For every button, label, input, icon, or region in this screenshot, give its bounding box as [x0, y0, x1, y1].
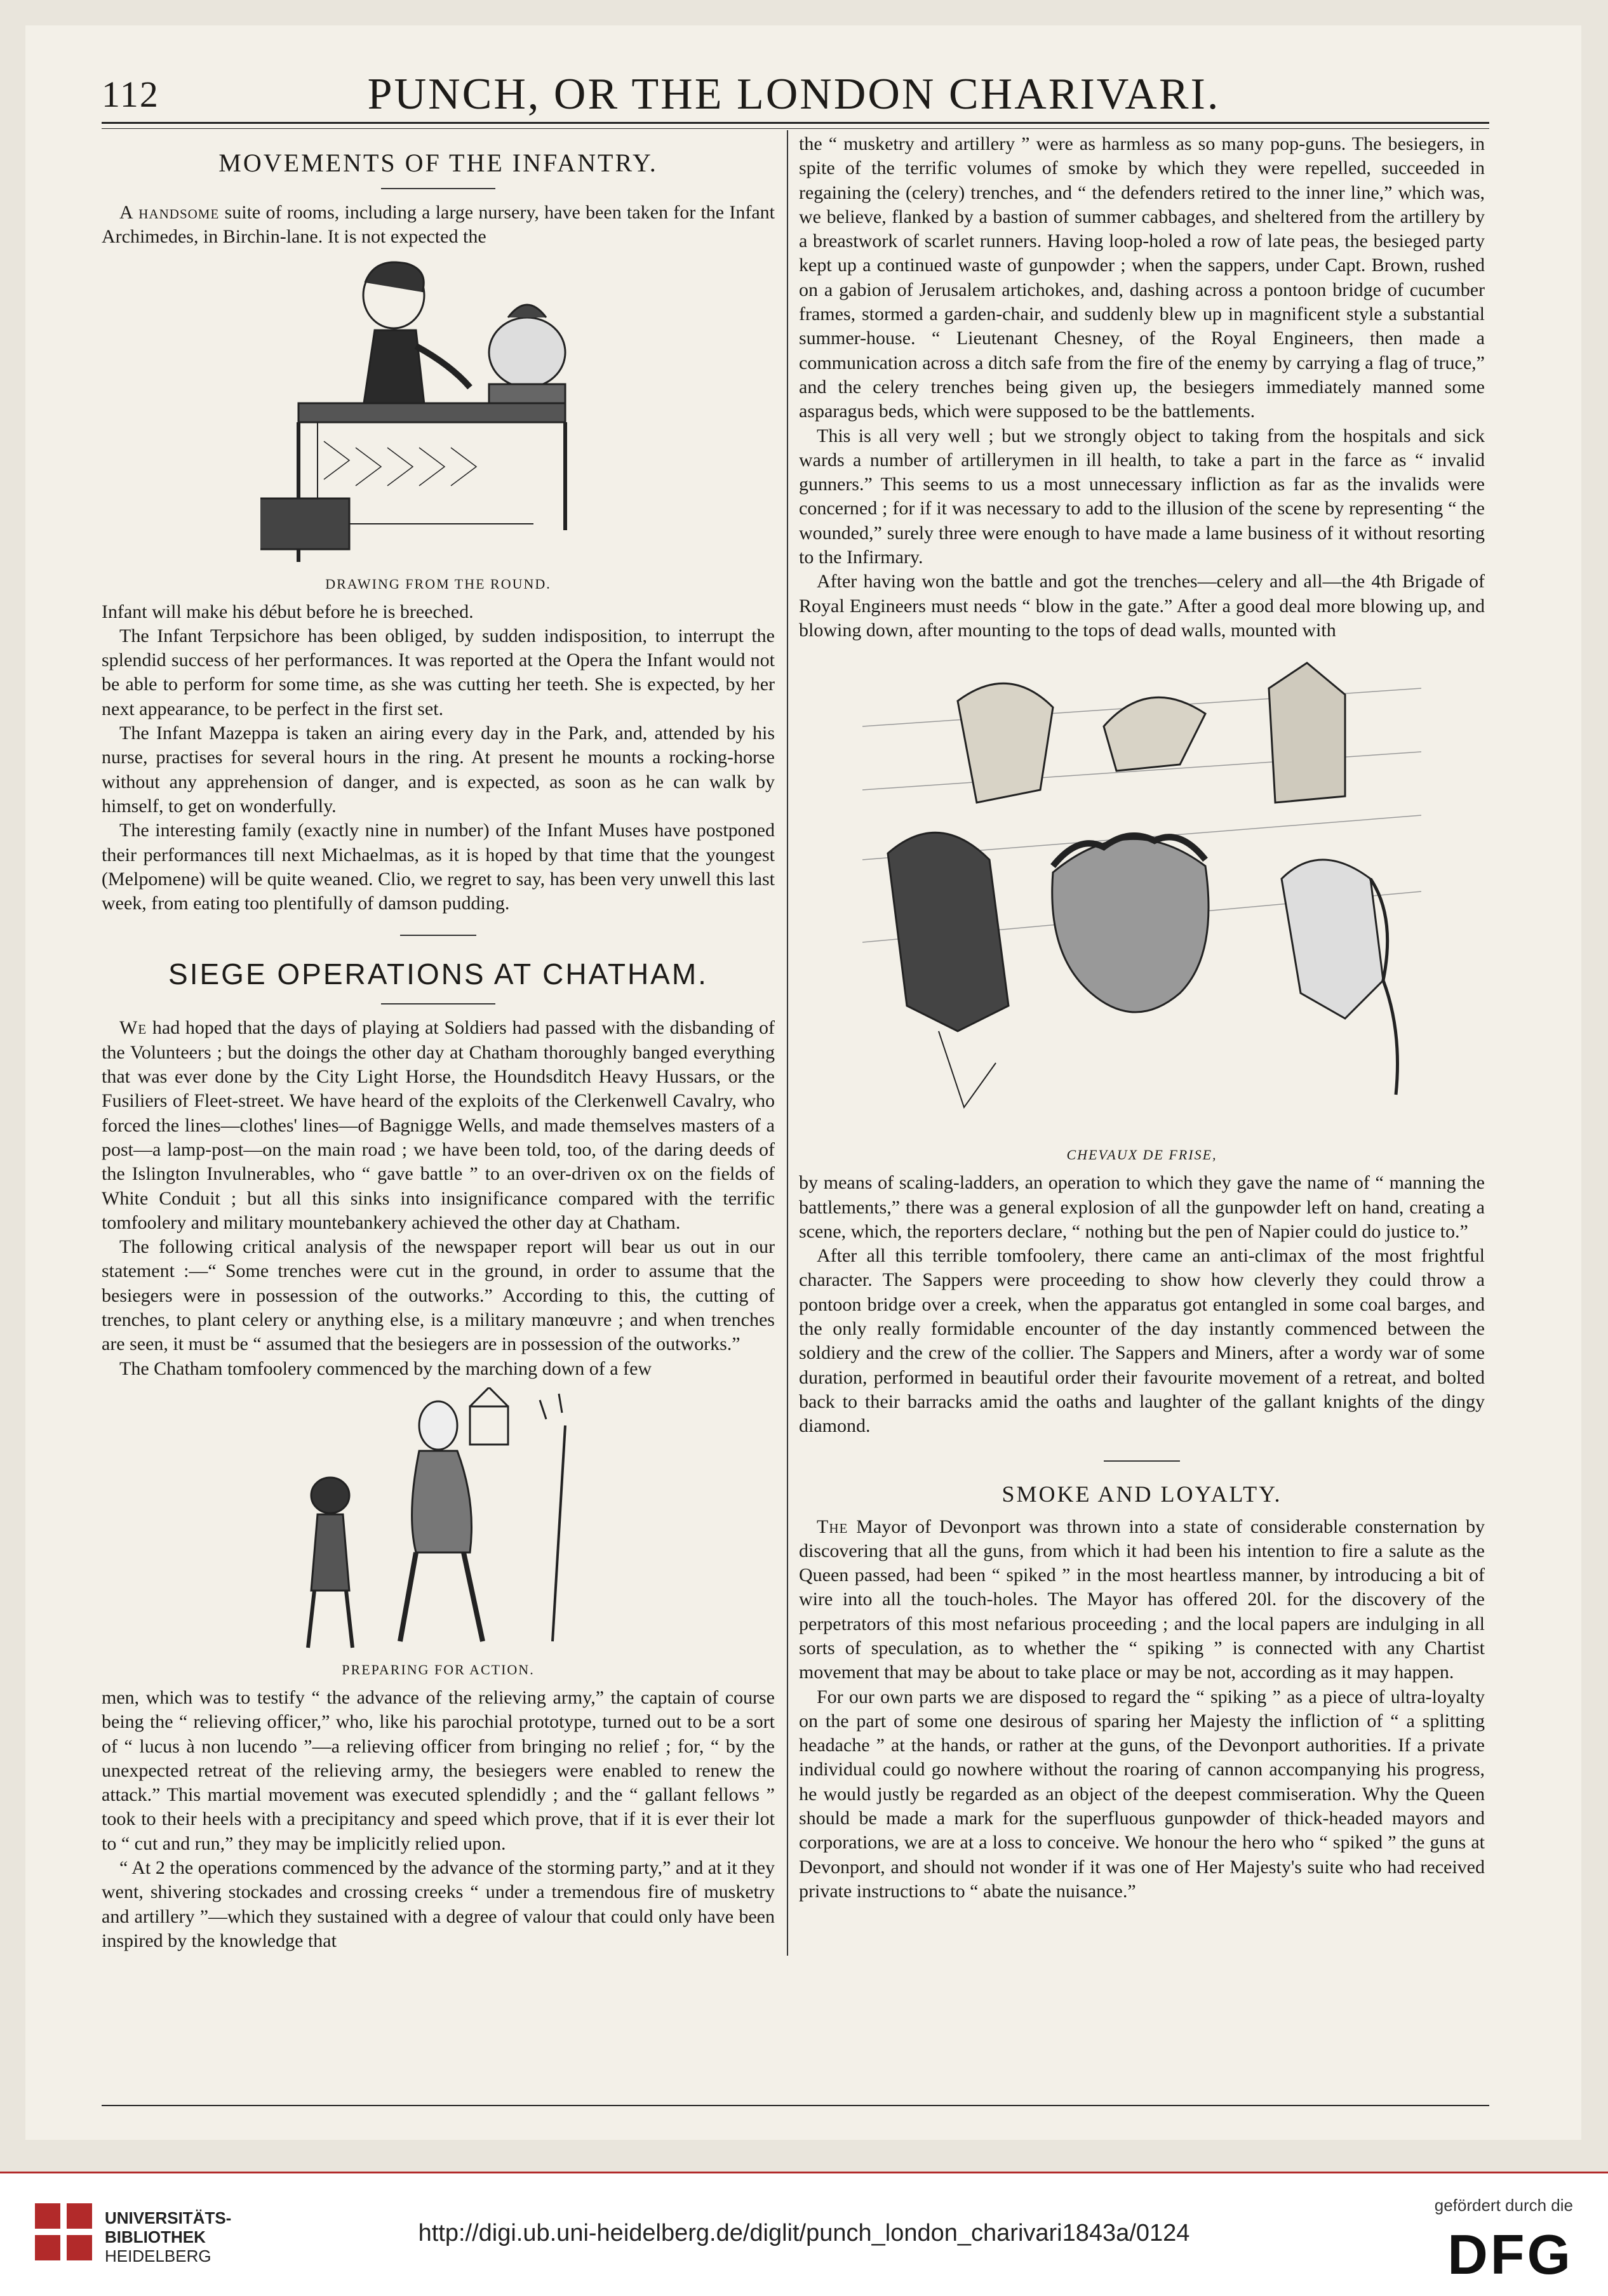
- dfg-logo: DFG: [1447, 2223, 1573, 2286]
- movements-paragraph-4: The interesting family (exactly nine in number) of the Infant Muses have postponed their performances till next Michaelmas, as it is hoped by that time that the youngest (Melpomene) will be quite weaned. Clio, we regret to say, has been very unwell this last week, from eating too plentifully of damson pudding.: [102, 820, 775, 914]
- siege-paragraph-2: The following critical analysis of the newspaper report will bear us out in our statement :—“ Some trenches were cut in the ground, in order to assume that the besiegers were in possession of the outworks.” According to this, the cutting of trenches, to plant celery or anything else, is a military manœuvre ; and when trenches are seen, it must be “ assumed that the besiegers are in possession of the outworks.”: [102, 1236, 775, 1355]
- journal-title: PUNCH, OR THE LONDON CHARIVARI.: [367, 70, 1221, 119]
- section-rule: [400, 935, 476, 936]
- movements-paragraph-1-continued: Infant will make his début before he is breeched.: [102, 601, 474, 622]
- figure-preparing-for-action: [102, 1387, 775, 1686]
- figure-caption: PREPARING FOR ACTION.: [342, 1661, 535, 1678]
- article-heading-smoke: SMOKE AND LOYALTY.: [1002, 1481, 1282, 1507]
- header-rule: [102, 122, 1489, 124]
- permalink-url[interactable]: http://digi.ub.uni-heidelberg.de/diglit/punch_london_charivari1843a/0124: [418, 2220, 1190, 2246]
- lead-words: The: [817, 1516, 848, 1537]
- movements-paragraph-1: A handsome suite of rooms, including a large nursery, have been taken for the Infant Archimedes, in Birchin-lane. It is not expected the: [102, 202, 775, 248]
- bottom-rule: [102, 2105, 1489, 2106]
- siege-paragraph-1: We had hoped that the days of playing at Soldiers had passed with the disbanding of the Volunteers ; but the doings the other day at Chatham thoroughly banged everything that was ever done by the City Light Horse, the Houndsditch Heavy Hussars, or the Fusiliers of Fleet-street. We have heard of the exploits of the Clerkenwell Cavalry, who forced the lines—clothes' lines—of Bagnigge Wells, and made themselves masters of a post—a lamp-post—on the main road ; we have been told, too, of the daring deeds of the Islington Invulnerables, who “ gave battle ” to an over-driven ox on the fields of White Conduit ; but all this sinks into insignificance compared with the terrific tomfoolery and military mountebankery achieved the other day at Chatham.: [102, 1017, 775, 1233]
- siege-paragraph-3-continued: men, which was to testify “ the advance of the relieving army,” the captain of course being the “ relieving officer,” who, like his parochial prototype, turned out to be a sort of “ lucus à non lucendo ”—a relieving officer from bringing no relief ; for, “ by the unexpected retreat of the relieving army, the besiegers were enabled to renew the attack.” This martial movement was executed splendidly ; and the “ gallant fellows ” took to their heels with a precipitancy and speed which prove, that if it is ever their lot to “ cut and run,” they may be implicitly relied upon.: [102, 1686, 775, 1854]
- page-number: 112: [102, 74, 159, 115]
- horse-heads-illustration: [862, 650, 1421, 1145]
- article-heading-siege: SIEGE OPERATIONS AT CHATHAM.: [168, 958, 708, 991]
- running-header: [102, 60, 1486, 117]
- article-heading-movements: MOVEMENTS OF THE INFANTRY.: [218, 149, 658, 177]
- siege-paragraph-4: “ At 2 the operations commenced by the advance of the storming party,” and at it they went, shivering stockades and crossing creeks “ under a tremendous fire of musketry and artillery ”—which they sustained with a degree of valour that could only have been inspired by the knowledge that: [102, 1857, 775, 1951]
- movements-paragraph-3: The Infant Mazeppa is taken an airing every day in the Park, and, attended by his nurse, practises for several hours in the ring. At present he mounts a rocking-horse without any apprehension of danger, and is expected, as soon as he can walk by himself, to get on wonderfully.: [102, 723, 775, 817]
- figure-chevaux-de-frise: [799, 650, 1485, 1171]
- column-divider: [787, 130, 788, 1956]
- right-column: [799, 132, 1485, 1904]
- siege-continued-paragraph-4: After all this terrible tomfoolery, there came an anti-climax of the most frightful character. The Sappers were proceeding to show how cleverly they could throw a pontoon bridge over a creek, when the apparatus got entangled in some coal barges, and the only really formidable encounter of the day instantly commenced between the soldiery and the crew of the collier. The Sappers and Miners, after a wordy war of some duration, performed in beautiful order their favourite movement of a retreat, and bolted back to their barracks amid the oaths and laughter of the gallant knights of the dingy diamond.: [799, 1245, 1485, 1437]
- lead-words: A handsome: [119, 202, 220, 223]
- section-rule: [1104, 1460, 1180, 1462]
- digitization-footer: [0, 2172, 1608, 2296]
- smoke-paragraph-2: For our own parts we are disposed to regard the “ spiking ” as a piece of ultra-loyalty on the part of some one desirous of sparing her Majesty the infliction of “ a splitting headache ” at the hands, or rather at the guns, of the Devonport authorities. If a private individual could go nowhere without the roaring of cannon accompanying his progress, he would justly be regarded as an object of the deepest commiseration. Why the Queen should be made a mark for the superfluous gunpowder of thick-headed mayors and corporations, we are at a loss to conceive. We honour the hero who “ spiked ” the guns at Devonport, and should not wonder if it was one of Her Majesty's suite who had received private instructions to “ abate the nuisance.”: [799, 1686, 1485, 1902]
- figure-caption: CHEVAUX DE FRISE,: [1066, 1147, 1217, 1163]
- figure-caption: DRAWING FROM THE ROUND.: [325, 575, 551, 592]
- siege-continued-paragraph-2: This is all very well ; but we strongly object to taking from the hospitals and sick wards a number of artillerymen in ill health, to take a part in the farce as “ invalid gunners.” This seems to us a most unnecessary infliction as far as the invalids were concerned ; for if it was necessary to add to the illusion of the scene by representing “ the wounded,” surely three were enough to have made a lame business of it without resorting to the Infirmary.: [799, 425, 1485, 568]
- figure-drawing-from-the-round: [102, 257, 775, 600]
- boy-drawing-illustration: [260, 257, 616, 575]
- left-column: [102, 141, 775, 1953]
- siege-continued-paragraph-3: After having won the battle and got the trenches—celery and all—the 4th Brigade of Royal Engineers must needs “ blow in the gate.” After a good deal more blowing up, and blowing down, after mounting to the tops of dead walls, mounted with: [799, 571, 1485, 641]
- siege-continued-paragraph-1: the “ musketry and artillery ” were as harmless as so many pop-guns. The besiegers, in spite of the terrific volumes of smoke by which they were repelled, succeeded in regaining the (celery) trenches, and “ the defenders retired to the inner line,” which was, we believe, flanked by a bastion of summer cabbages, and sheltered from the artillery by a breastwork of scarlet runners. Having loop-holed a row of late peas, the besieged party kept up a continued waste of gunpowder ; when the sappers, under Capt. Brown, rushed on a gabion of Jerusalem artichokes, and, dashing across a pontoon bridge of cucumber frames, stormed a garden-chair, and suddenly blew up in magnificent style a substantial summer-house. “ Lieutenant Chesney, of the Royal Engineers, then made a communication across a ditch safe from the fire of the enemy by carrying a flag of truce,” and the celery trenches being given up, the besiegers immediately manned some asparagus beds, which were supposed to be the battlements.: [799, 133, 1485, 422]
- soldiers-illustration: [279, 1387, 597, 1660]
- footer-rule: [0, 2172, 1608, 2173]
- heading-rule: [381, 1003, 495, 1005]
- movements-paragraph-2: The Infant Terpsichore has been obliged, by sudden indisposition, to interrupt the splendid success of her performances. It was reported at the Opera the Infant would not be able to perform for some time, as she was cutting her teeth. She is expected, by her next appearance, to be perfect in the first set.: [102, 625, 775, 719]
- header-rule-thin: [102, 128, 1489, 129]
- smoke-paragraph-1: The Mayor of Devonport was thrown into a state of considerable consternation by discovering that all the guns, from which it had been his intention to fire a salute as the Queen passed, had been “ spiked ” in the most heartless manner, by introducing a bit of wire into all the touch-holes. The Mayor has offered 20l. for the discovery of the perpetrators of this most nefarious proceeding ; and the local papers are indulging in all sorts of speculation, as to whether the “ spiking ” is connected with any Chartist movement that may be about to take place or may be not, according as it may happen.: [799, 1516, 1485, 1683]
- lead-words: We: [119, 1017, 147, 1039]
- heading-rule: [381, 188, 495, 189]
- siege-continued-paragraph-3-cont: by means of scaling-ladders, an operation to which they gave the name of “ manning the battlements,” there was a general explosion of all the gunpowder left on hand, creating a scene, which, the reporters declare, “ nothing but the pen of Napier could do justice to.”: [799, 1172, 1485, 1242]
- library-name: UNIVERSITÄTS- BIBLIOTHEK HEIDELBERG: [105, 2208, 232, 2266]
- siege-paragraph-3: The Chatham tomfoolery commenced by the marching down of a few: [119, 1358, 652, 1379]
- funding-note: gefördert durch die: [1434, 2196, 1573, 2215]
